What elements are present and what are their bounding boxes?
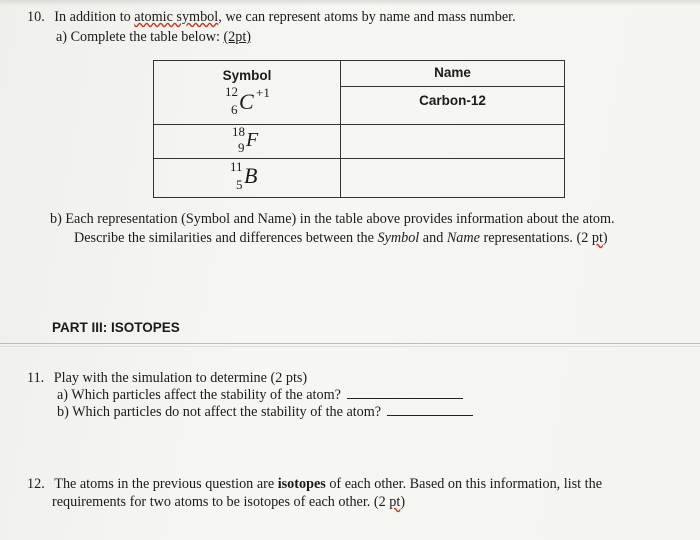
points-close: ): [400, 494, 406, 510]
mass-number: 11: [230, 158, 243, 174]
part-a-text: a) Which particles affect the stability of the atom?: [57, 387, 341, 403]
stem-text-2: requirements for two atoms to be isotopes of each other. (2: [52, 494, 390, 510]
answer-blank-b[interactable]: [387, 414, 473, 416]
atomic-number: 5: [236, 176, 243, 192]
question-10-stem: [27, 9, 516, 26]
question-number: 11.: [27, 370, 45, 386]
stem-text-end: of each other. Based on this information, list the: [325, 476, 602, 492]
section-divider-shadow: [0, 346, 700, 347]
points-pt: pt: [389, 494, 401, 510]
mass-number: 12: [225, 84, 238, 99]
question-10b-line2: [74, 230, 608, 247]
atomic-symbol-term: atomic symbol: [134, 9, 219, 25]
part-b-points-open: representations. (2: [479, 230, 592, 246]
symbol-cell-2: [154, 125, 341, 159]
stem-text-end: , we can represent atoms by name and mass number.: [218, 9, 516, 25]
isotopes-term: isotopes: [277, 476, 326, 492]
section-divider: [0, 343, 700, 344]
part-b-and: and: [419, 230, 447, 246]
page-top-shadow: [0, 0, 700, 6]
question-number: 12.: [27, 476, 45, 492]
question-10b-line1: [50, 211, 615, 228]
ion-charge: +1: [256, 85, 270, 100]
question-number: 10.: [27, 9, 45, 25]
stem-text: Play with the simulation to determine (2 pts): [53, 370, 308, 386]
header-symbol: Symbol: [154, 61, 341, 86]
question-12-line2: [52, 494, 405, 511]
stem-text: In addition to: [54, 9, 135, 25]
symbol-cell-1: [154, 85, 341, 125]
name-cell-2[interactable]: [341, 125, 565, 159]
symbol-term: Symbol: [377, 230, 420, 246]
atom-table: [153, 60, 565, 198]
part-b-text: b) Each representation (Symbol and Name) in the table above provides information about the atom.: [50, 211, 615, 227]
question-11-stem: [27, 370, 307, 387]
element-symbol: F: [246, 129, 259, 151]
element-symbol: B: [244, 162, 258, 188]
question-10a: [56, 29, 251, 46]
answer-blank-a[interactable]: [347, 397, 463, 399]
nuclide-carbon: [225, 85, 269, 121]
atomic-number: 9: [238, 140, 245, 155]
part-a-text: a) Complete the table below:: [56, 29, 224, 45]
name-term: Name: [446, 230, 480, 246]
element-symbol: C: [239, 89, 254, 114]
question-11a: [57, 387, 463, 404]
name-cell-1: Carbon-12: [419, 93, 486, 108]
question-11b: [57, 404, 473, 421]
part-b-close: ): [602, 230, 608, 246]
part-a-points: (2pt): [223, 29, 252, 45]
question-12-line1: [27, 476, 602, 493]
section-title: PART III: ISOTOPES: [52, 320, 180, 335]
header-name: Name: [434, 65, 471, 80]
atomic-number: 6: [231, 102, 238, 117]
stem-text: The atoms in the previous question are: [54, 476, 278, 492]
name-cell-3[interactable]: [341, 159, 565, 198]
mass-number: 18: [232, 124, 245, 139]
nuclide-fluorine: [232, 125, 262, 155]
part-b-pt: pt: [591, 230, 603, 246]
part-b-text-2: Describe the similarities and differences between the: [74, 230, 378, 246]
symbol-cell-3: [154, 159, 341, 198]
part-b-text: b) Which particles do not affect the stability of the atom?: [57, 404, 382, 420]
nuclide-boron: [230, 160, 264, 194]
